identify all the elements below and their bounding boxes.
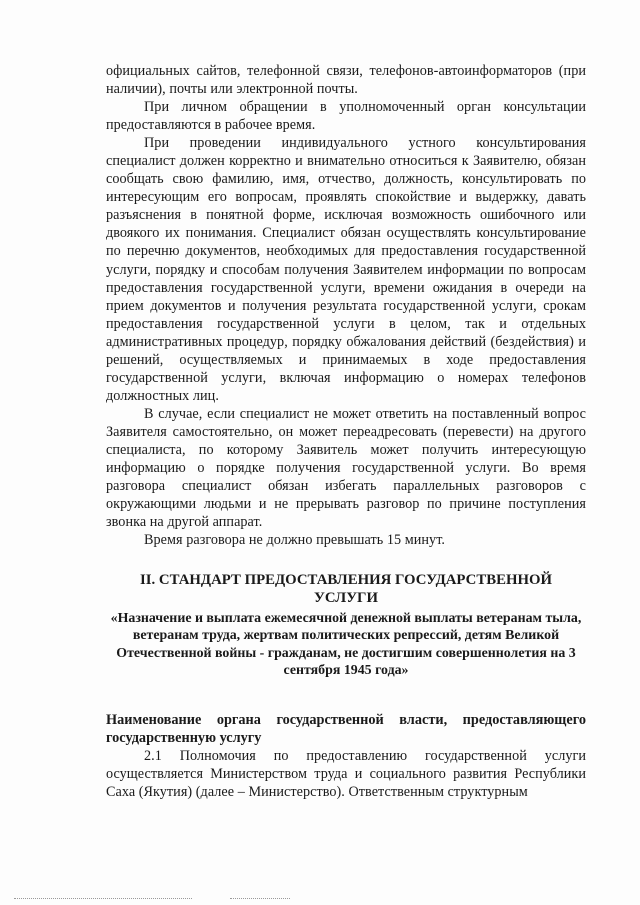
subsection-title: Наименование органа государственной власти, предоставляющего государственную услугу bbox=[106, 712, 586, 747]
document-body bbox=[106, 62, 586, 801]
paragraph-call-duration: Время разговора не должно превышать 15 минут. bbox=[144, 532, 445, 549]
paragraph-contact-channels: официальных сайтов, телефонной связи, телефонов-автоинформаторов (при наличии), почты или электронной почты. bbox=[106, 63, 586, 98]
paragraph-powers: 2.1 Полномочия по предоставлению государственной услуги осуществляется Министерством труда и социального развития Республики Саха (Якутия) (далее – Министерство). Ответственным структурным bbox=[106, 748, 586, 801]
scan-edge-divider bbox=[230, 898, 290, 899]
scan-edge-divider bbox=[14, 898, 192, 899]
paragraph-personal-visit: При личном обращении в уполномоченный орган консультации предоставляются в рабочее время. bbox=[106, 99, 586, 134]
service-title: «Назначение и выплата ежемесячной денежной выплаты ветеранам тыла, ветеранам труда, жертвам политических репрессий, детям Великой Отечественной войны - гражданам, не достигшим совершеннолетия на 3 сентября 1945 года» bbox=[110, 611, 582, 678]
paragraph-redirect: В случае, если специалист не может ответить на поставленный вопрос Заявителя самостоятельно, он может переадресовать (перевести) на другого специалиста, по которому Заявитель может получить интересующую информацию о порядке получения государственной услуги. Во время разговора специалист обязан избегать параллельных разговоров с окружающими людьми и не прерывать разговор по причине поступления звонка на другой аппарат. bbox=[106, 405, 586, 531]
section-title: II. СТАНДАРТ ПРЕДОСТАВЛЕНИЯ ГОСУДАРСТВЕННОЙ УСЛУГИ bbox=[140, 572, 552, 607]
paragraph-oral-consultation: При проведении индивидуального устного консультирования специалист должен корректно и внимательно относиться к Заявителю, обязан сообщать свою фамилию, имя, отчество, должность, консультировать по интересующим его вопросам, проявлять спокойствие и выдержку, давать разъяснения в понятной форме, исключая возможность ошибочного или двоякого их понимания. Специалист обязан осуществлять консультирование по перечню документов, необходимых для предоставления государственной услуги, порядку и способам получения Заявителем информации по вопросам предоставления государственной услуги, времени ожидания в очереди на прием документов и получения результата государственной услуги, срокам предоставления государственной услуги в целом, так и отдельных административных процедур, порядку обжалования действий (бездействия) и решений, осуществляемых и принимаемых в ходе предоставления государственной услуги, включая информацию о номерах телефонов должностных лиц. bbox=[106, 135, 586, 404]
